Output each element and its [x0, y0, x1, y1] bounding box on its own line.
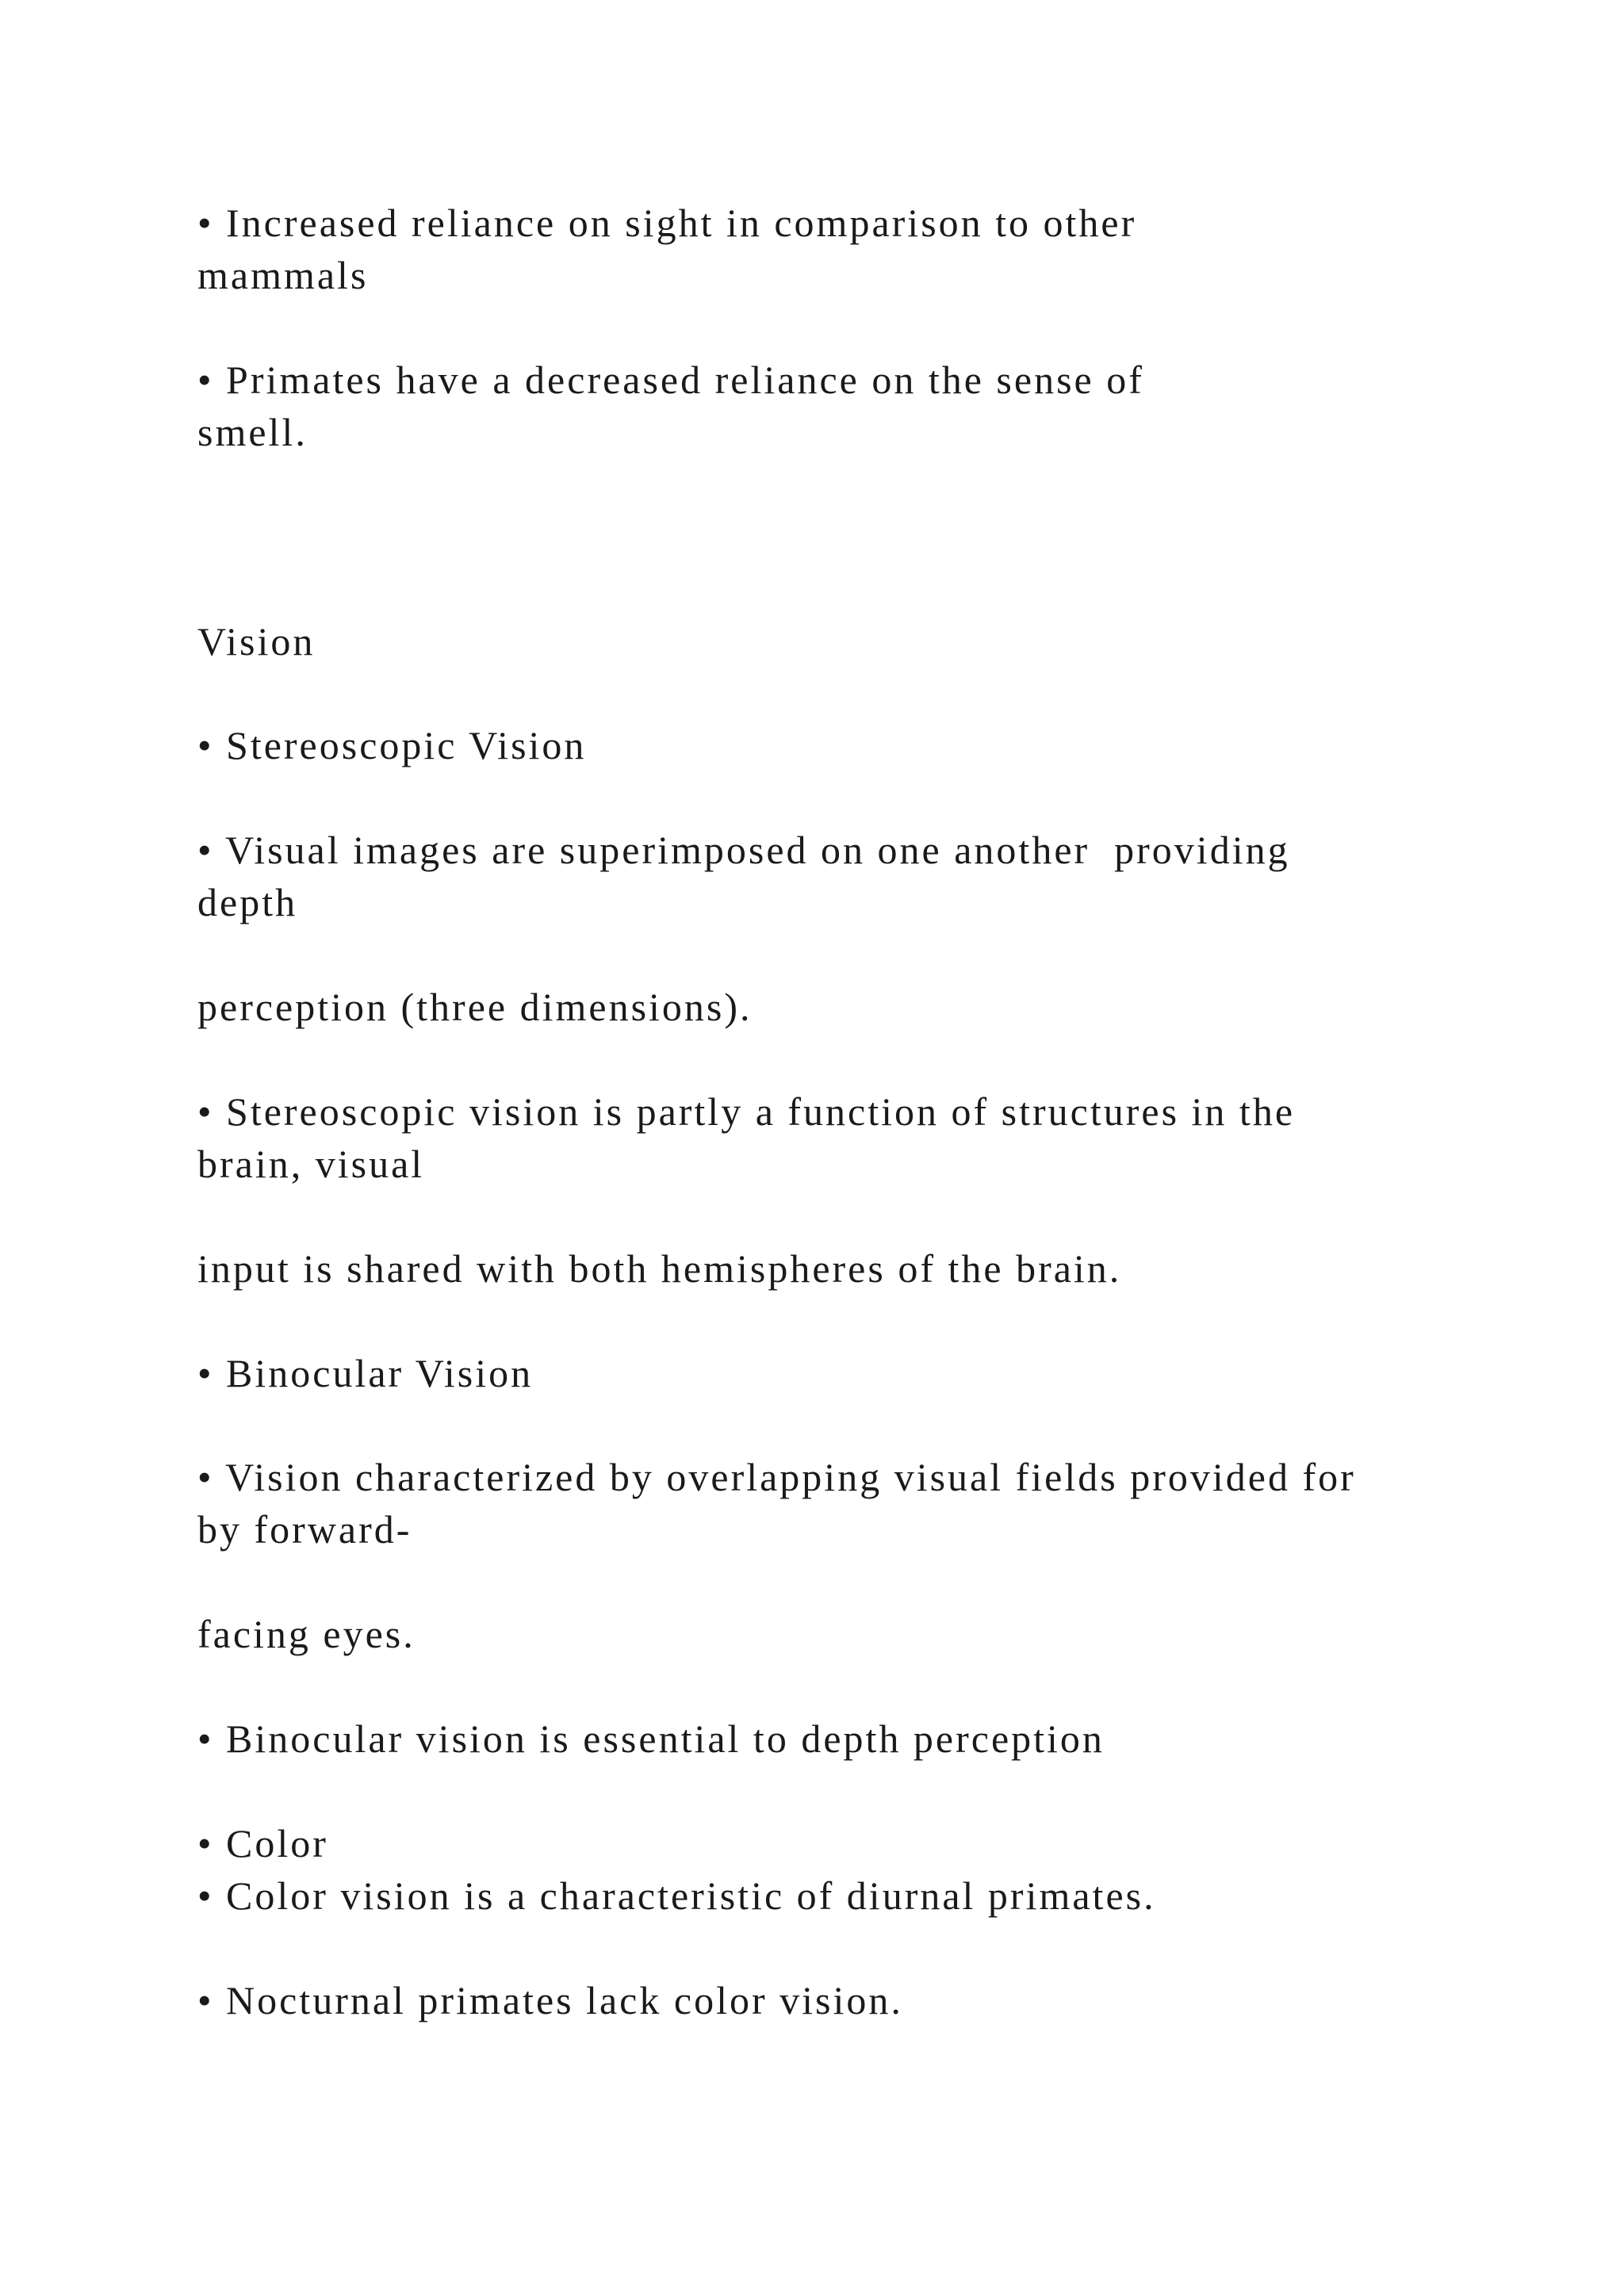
text-line-10: • Stereoscopic vision is partly a function of structures in the [197, 1089, 1296, 1134]
section-heading-vision: Vision [197, 619, 316, 664]
text-line-1: • Increased reliance on sight in comparison to other [197, 201, 1137, 245]
text-line-11: brain, visual [197, 1142, 425, 1186]
text-line-6: • Stereoscopic Vision [197, 723, 587, 767]
text-line-13: • Binocular Vision [197, 1351, 534, 1395]
text-line-17: • Binocular vision is essential to depth perception [197, 1716, 1105, 1761]
text-line-14: • Vision characterized by overlapping visual fields provided for [197, 1455, 1356, 1499]
text-line-18: • Color [197, 1821, 328, 1866]
text-line-15: by forward- [197, 1507, 412, 1552]
text-line-12: input is shared with both hemispheres of the brain. [197, 1246, 1122, 1291]
text-line-9: perception (three dimensions). [197, 985, 753, 1029]
text-line-19: • Color vision is a characteristic of diurnal primates. [197, 1873, 1156, 1918]
text-line-8: depth [197, 880, 298, 924]
text-line-7: • Visual images are superimposed on one another providing [197, 828, 1290, 872]
text-line-4: smell. [197, 410, 308, 454]
text-line-16: facing eyes. [197, 1612, 416, 1656]
text-line-2: mammals [197, 253, 369, 297]
text-line-3: • Primates have a decreased reliance on the sense of [197, 358, 1144, 402]
text-line-20: • Nocturnal primates lack color vision. [197, 1978, 903, 2022]
